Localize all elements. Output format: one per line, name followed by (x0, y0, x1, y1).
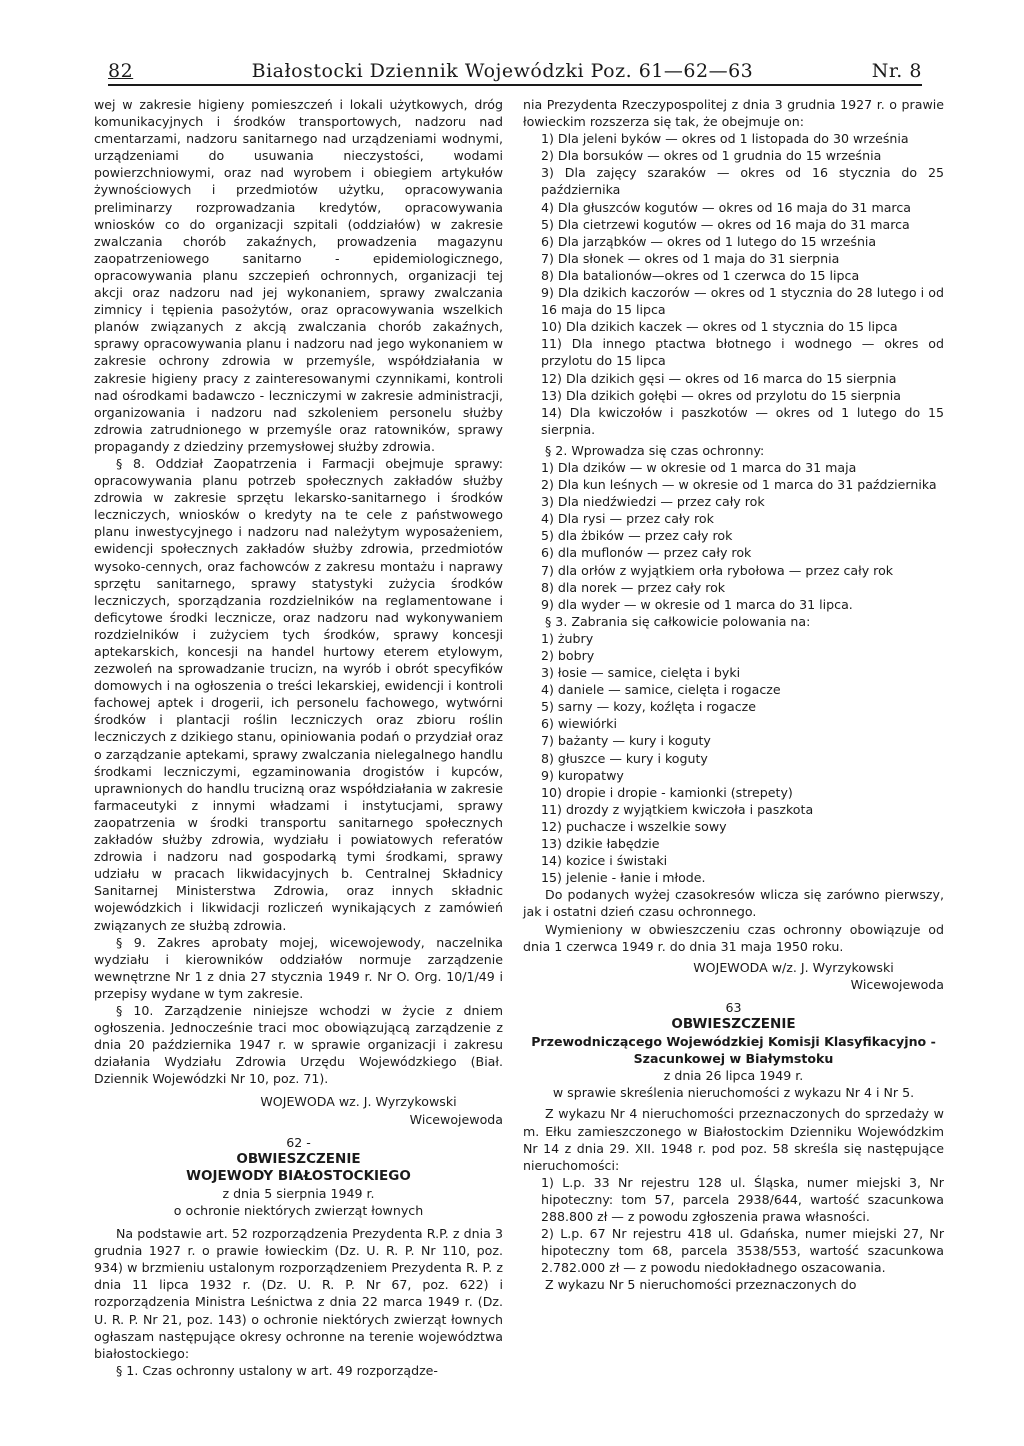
protection-period-list (523, 130, 944, 438)
issue-number: Nr. 8 (871, 60, 922, 82)
announcement-title: OBWIESZCZENIE (236, 1150, 361, 1167)
list-item: 3) Dla niedźwiedzi — przez cały rok (541, 494, 765, 510)
paragraph-section-10: § 10. Zarządzenie niniejsze wchodzi w życie z dniem ogłoszenia. Jednocześnie traci moc obowiązującą zarządzenie z dnia 20 października 1947 r. w sprawie organizacji i zakresu działania Wydziału Zdrowia Urzędu Wojewódzkiego (Biał. Dziennik Wojewódzki Nr 10, poz. 71). (94, 1002, 503, 1087)
left-column (94, 96, 503, 1379)
list-item: 4) Dla rysi — przez cały rok (541, 511, 714, 527)
list-item: 9) Dla dzikich kaczorów — okres od 1 stycznia do 28 lutego i od 16 maja do 15 lipca (541, 285, 944, 318)
list-item: 12) Dla dzikich gęsi — okres od 16 marca do 15 sierpnia (541, 370, 897, 386)
list-item: 4) daniele — samice, cielęta i rogacze (541, 682, 781, 698)
list-item: 8) Dla batalionów—okres od 1 czerwca do 15 lipca (541, 267, 860, 283)
announcement-subject: w sprawie skreślenia nieruchomości z wykazu Nr 4 i Nr 5. (552, 1085, 915, 1101)
list-item: 10) dropie i dropie - kamionki (strepety) (541, 784, 793, 800)
page-header (108, 58, 922, 82)
paragraph-continuation: wej w zakresie higieny pomieszczeń i lokali użytkowych, dróg komunikacyjnych i środków transportowych, nadzoru nad cmentarzami, nadzoru sanitarnego nad urządzeniami wodnymi, urządzeniami do usuwania nieczystości, wodami powierzchniowymi, oraz nad wyrobem i obiegiem artykułów żywnościowych i przedmiotów użytku, opracowywania preliminarzy rozprowadzania kredytów, opracowywania wniosków co do organizacji szpitali (oddziałów) w zakresie zwalczania chorób zakaźnych, prowadzenia magazynu zaopatrzeniowego sanitarno - epidemiologicznego, opracowywania planu szczepień ochronnych, organizacji tej akcji oraz nadzoru nad jej wykonaniem, sprawy zwalczania zimnicy i tępienia pasożytów, oraz opracowywania wszelkich planów związanych z akcją zwalczania chorób zakaźnych, sprawy opracowywania planu i nadzoru nad jego wykonaniem w zakresie ochrony zdrowia w przemyśle, współdziałania w zakresie higieny pracy z zainteresowanymi czynnikami, kontroli nad ośrodkami badawczo - leczniczymi w zakresie administracji, organizowania i nadzoru nad szkoleniem personelu służby zdrowia zatrudnionego w przemyśle oraz ratowników, sprawy propagandy z dziedziny przemysłowej służby zdrowia. (94, 97, 503, 454)
list-item: 3) Dla zajęcy szaraków — okres od 16 stycznia do 25 października (541, 165, 944, 198)
list-item: 5) Dla cietrzewi kogutów — okres od 16 maja do 31 marca (541, 216, 910, 232)
announcement-subtitle: WOJEWODY BIAŁOSTOCKIEGO (186, 1167, 411, 1184)
list-item: 6) wiewiórki (541, 716, 617, 732)
announcement-number: 63 (725, 999, 742, 1015)
announcement-section-1: § 1. Czas ochronny ustalony w art. 49 rozporządze- (116, 1362, 438, 1378)
paragraph-section-8: § 8. Oddział Zaopatrzenia i Farmacji obejmuje sprawy: opracowywania planu potrzeb społecznych zakładów służby zdrowia w zakresie sprzętu lekarsko-sanitarnego i środków leczniczych, wniosków o kredyty na te cele z państwowego planu inwestycyjnego i nadzoru nad należytym wyposażeniem, ewidencji społecznych zakładów służby zdrowia, przedmiotów wysoko-cennych, oraz fachowców z zakresu montażu i naprawy sprzętu sanitarnego, sprawy statystyki zużycia środków leczniczych, sporządzania rozdzielników na reglamentowane i deficytowe środki lecznicze, oraz nadzoru nad wykonywaniem rozdzielników i zużyciem tych środków, sprawy koncesji aptekarskich, koncesji na handel hurtowy eterem etylowym, zezwoleń na sprowadzanie trucizn, na wyrób i obrót specyfików domowych i na ogłoszenia o treści lekarskiej, ewidencji i kontroli fachowej aptek i drogerii, ich personelu fachowego, wytwórni środków i plantacji roślin leczniczych oraz zbioru roślin leczniczych z dzikiego stanu, opiniowania podań o przydział oraz o zarządzanie aptekami, sprawy zwalczania nielegalnego handlu środkami leczniczymi, egzaminowania drogistów i kupców, uprawnionych do handlu trucizną oraz współdziałania w zakresie farmaceutyki z innymi władzami i instytucjami, sprawy zaopatrzenia w środki transportu sanitarnego społecznych zakładów służby zdrowia, wydziału i powiatowych referatów zdrowia i nadzoru nad gospodarką tymi środkami, sprawy udziału w pracach likwidacyjnych b. Centralnej Składnicy Sanitarnej Ministerstwa Zdrowia, oraz innych składnic wojewódzkich i likwidacji rozliczeń wynikających z zamówień związanych ze służbą zdrowia. (94, 455, 503, 933)
list-item: 12) puchacze i wszelkie sowy (541, 818, 727, 834)
paragraph-section-9: § 9. Zakres aprobaty mojej, wicewojewody, naczelnika wydziału i kierowników oddziałów normuje zarządzenie wewnętrzne Nr 1 z dnia 27 stycznia 1949 r. Nr O. Org. 10/1/49 i przepisy wydane w tym zakresie. (94, 934, 503, 1001)
list-item: 1) Dla dzików — w okresie od 1 marca do 31 maja (541, 459, 857, 475)
list-item: 7) Dla słonek — okres od 1 maja do 31 sierpnia (541, 250, 840, 266)
list-item: 2) Dla kun leśnych — w okresie od 1 marca do 31 października (541, 477, 937, 493)
right-column (523, 96, 944, 1293)
announcement-subject: o ochronie niektórych zwierząt łownych (173, 1203, 424, 1218)
section-2-heading: § 2. Wprowadza się czas ochronny: (545, 442, 765, 458)
section-3-heading: § 3. Zabrania się całkowicie polowania na: (545, 613, 811, 629)
paragraph-list-4: Z wykazu Nr 4 nieruchomości przeznaczonych do sprzedaży w m. Ełku zamieszczonego w Białostockim Dzienniku Wojewódzkim Nr 14 z dnia 29. XII. 1948 r. pod poz. 58 skreśla się następujące nieruchomości: (523, 1106, 944, 1173)
list-item: 11) drozdy z wyjątkiem kwiczoła i paszkota (541, 801, 814, 817)
list-item: 3) łosie — samice, cielęta i byki (541, 665, 741, 681)
list-item: 1) Dla jeleni byków — okres od 1 listopada do 30 września (541, 131, 909, 147)
journal-title: Białostocki Dziennik Wojewódzki Poz. 61—62—63 (251, 60, 754, 82)
new-protection-list (523, 459, 944, 613)
list-item: 4) Dla głuszców kogutów — okres od 16 maja do 31 marca (541, 199, 911, 215)
list-item: 10) Dla dzikich kaczek — okres od 1 stycznia do 15 lipca (541, 319, 898, 335)
list-item: 1) L.p. 33 Nr rejestru 128 ul. Śląska, numer miejski 3, Nr hipoteczny: tom 57, parcela 2938/644, wartość szacunkowa 288.800 zł — z powodu zgłoszenia prawa własności. (541, 1174, 944, 1224)
page-number: 82 (108, 60, 134, 82)
list-item: 6) dla muflonów — przez cały rok (541, 545, 752, 561)
paragraph-list-5: Z wykazu Nr 5 nieruchomości przeznaczonych do (545, 1277, 857, 1293)
announcement-date: z dnia 5 sierpnia 1949 r. (222, 1185, 375, 1201)
announcement-intro: Na podstawie art. 52 rozporządzenia Prezydenta R.P. z dnia 3 grudnia 1927 r. o prawie łowieckim (Dz. U. R. P. Nr 110, poz. 934) w brzmieniu ustalonym rozporządzeniem Prezydenta R. P. z dnia 11 lipca 1932 r. (Dz. U. R. P. Nr 67, poz. 622) i rozporządzenia Ministra Leśnictwa z dnia 22 marca 1949 r. (Dz. U. R. P. Nr 21, poz. 143) o ochronie niektórych zwierząt łownych ogłaszam następujące okresy ochronne na terenie województwa białostockiego: (94, 1226, 503, 1361)
header-rule (108, 84, 922, 86)
signature-role: Wicewojewoda (850, 976, 944, 992)
list-item: 5) sarny — kozy, koźlęta i rogacze (541, 699, 756, 715)
hunting-ban-list (523, 630, 944, 886)
list-item: 8) głuszce — kury i koguty (541, 750, 708, 766)
list-item: 15) jelenie - łanie i młode. (541, 870, 706, 886)
list-item: 6) Dla jarząbków — okres od 1 lutego do 15 września (541, 233, 877, 249)
list-item: 1) żubry (541, 630, 594, 646)
list-item: 2) L.p. 67 Nr rejestru 418 ul. Gdańska, numer miejski 27, Nr hipoteczny tom 68, parcela 3538/553, wartość szacunkowa 2.782.000 zł — z powodu niedokładnego oszacowania. (541, 1226, 944, 1276)
list-item: 14) Dla kwiczołów i paszkotów — okres od 1 lutego do 15 sierpnia. (541, 404, 944, 437)
list-item: 2) Dla borsuków — okres od 1 grudnia do 15 września (541, 148, 882, 164)
signature-line: WOJEWODA wz. J. Wyrzykowski (260, 1094, 457, 1110)
paragraph-validity: Wymieniony w obwieszczeniu czas ochronny obowiązuje od dnia 1 czerwca 1949 r. do dnia 31 maja 1950 roku. (523, 921, 944, 954)
list-item: 14) kozice i świstaki (541, 853, 668, 869)
list-item: 7) dla orłów z wyjątkiem orła rybołowa — przez cały rok (541, 562, 894, 578)
list-item: 7) bażanty — kury i koguty (541, 733, 711, 749)
announcement-title: OBWIESZCZENIE (671, 1015, 796, 1032)
list-item: 13) Dla dzikich gołębi — okres od przylotu do 15 sierpnia (541, 387, 901, 403)
list-item: 5) dla żbików — przez cały rok (541, 528, 733, 544)
paragraph-periods-note: Do podanych wyżej czasokresów wlicza się zarówno pierwszy, jak i ostatni dzień czasu ochronnego. (523, 887, 944, 920)
announcement-date: z dnia 26 lipca 1949 r. (663, 1068, 804, 1084)
announcement-number: 62 - (286, 1134, 311, 1150)
list-item: 13) dzikie łabędzie (541, 836, 660, 852)
list-item: 9) dla wyder — w okresie od 1 marca do 31 lipca. (541, 596, 853, 612)
paragraph-continuation-right: nia Prezydenta Rzeczypospolitej z dnia 3 grudnia 1927 r. o prawie łowieckim rozszerza się tak, że obejmuje on: (523, 97, 944, 130)
list-item: 9) kuropatwy (541, 767, 624, 783)
list-item: 2) bobry (541, 648, 595, 663)
signature-line: WOJEWODA w/z. J. Wyrzykowski (693, 959, 894, 975)
announcement-subtitle: Przewodniczącego Wojewódzkiej Komisji Klasyfikacyjno - Szacunkowej w Białymstoku (531, 1034, 936, 1067)
list-item: 11) Dla innego ptactwa błotnego i wodnego — okres od przylotu do 15 lipca (541, 336, 944, 369)
signature-role: Wicewojewoda (409, 1111, 503, 1127)
list-item: 8) dla norek — przez cały rok (541, 579, 726, 595)
